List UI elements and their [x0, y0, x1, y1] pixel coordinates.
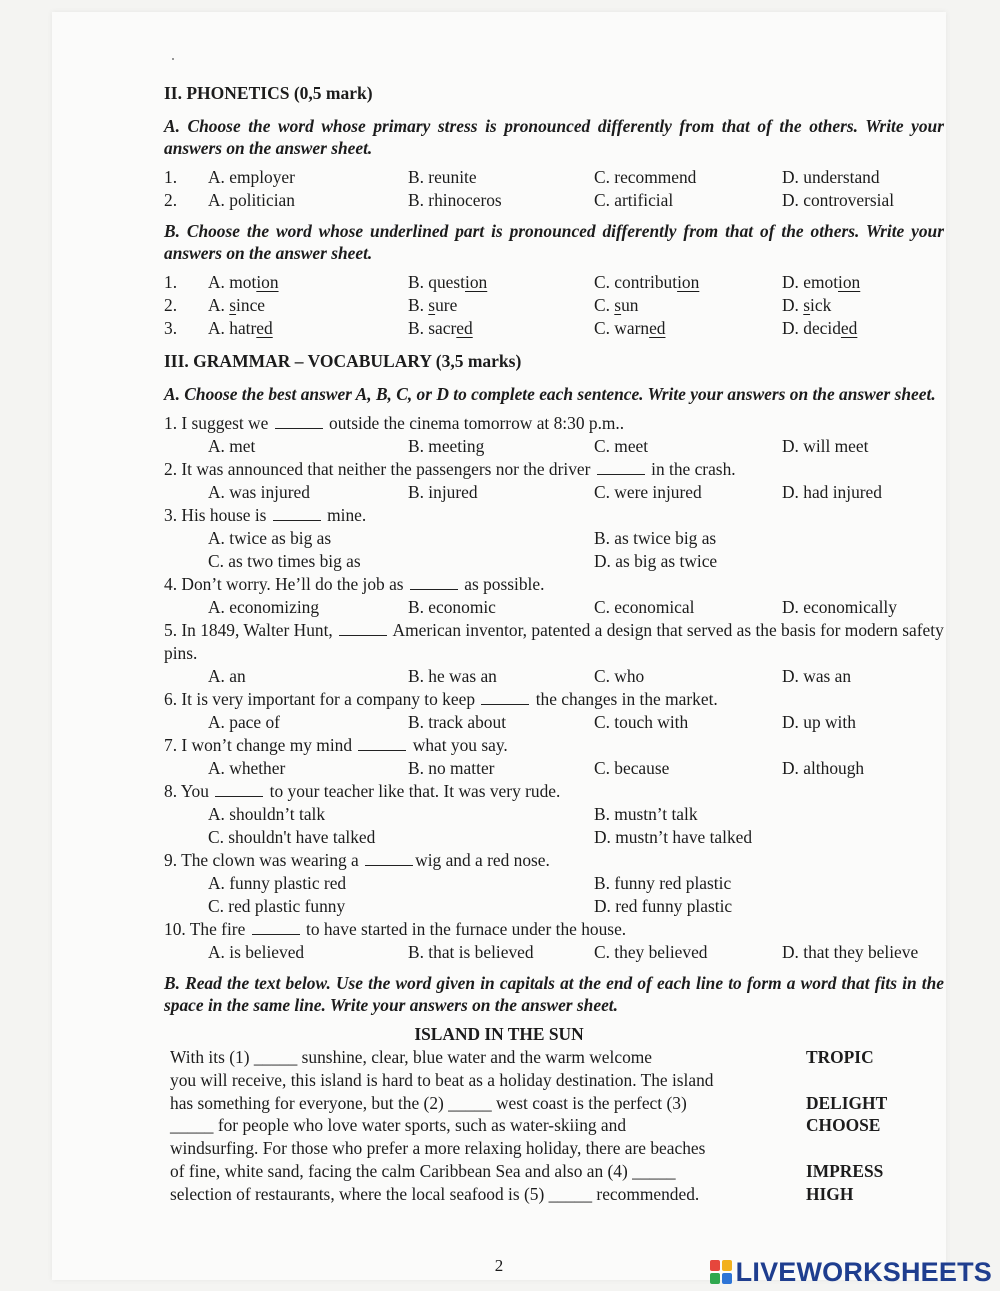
capital-words — [796, 1046, 944, 1206]
question-stem: 5. In 1849, Walter Hunt, American inventor, patented a design that served as the basis for modern safety pins. — [164, 620, 944, 663]
option-a: A. shouldn’t talk — [208, 804, 326, 824]
option-b: B. funny red plastic — [594, 873, 732, 893]
option-c: C. meet — [594, 436, 649, 456]
section-title-grammar: III. GRAMMAR – VOCABULARY (3,5 marks) — [164, 351, 522, 371]
question-stem: 6. It is very important for a company to keep the changes in the market. — [164, 689, 718, 709]
capital-word: DELIGHT — [806, 1092, 888, 1113]
stress-item — [164, 166, 944, 189]
question-options — [164, 665, 944, 688]
option-a: A. twice as big as — [208, 528, 332, 548]
option-a: A. is believed — [208, 942, 305, 962]
pronunciation-item — [164, 294, 944, 317]
option-a: A. an — [208, 666, 246, 686]
question-options — [164, 895, 944, 918]
underlined-part: s — [229, 295, 237, 315]
question-options — [164, 872, 944, 895]
option-d: D. had injured — [782, 482, 882, 502]
option-a: A. pace of — [208, 712, 280, 732]
passage-line: windsurfing. For those who prefer a more relaxing holiday, there are beaches — [170, 1138, 706, 1159]
item-number: 1. — [164, 167, 178, 187]
option-d: D. will meet — [782, 436, 869, 456]
passage-line: you will receive, this island is hard to beat as a holiday destination. The island — [170, 1069, 714, 1090]
option-d: D. red funny plastic — [594, 896, 733, 916]
item-number: 2. — [164, 295, 178, 315]
option-b: B. injured — [408, 482, 478, 502]
question-stem: 4. Don’t worry. He’ll do the job as as possible. — [164, 574, 545, 594]
underlined-part: ion — [677, 272, 700, 292]
liveworksheets-logo[interactable] — [710, 1258, 992, 1286]
option-a: A. funny plastic red — [208, 873, 347, 893]
option-b: B. that is believed — [408, 942, 534, 962]
question-options — [164, 803, 944, 826]
passage-text — [164, 1046, 796, 1206]
option-b: B. as twice big as — [594, 528, 717, 548]
option-c: C. recommend — [594, 167, 697, 187]
capital-word — [806, 1137, 944, 1160]
option-c: C. because — [594, 758, 670, 778]
question-options — [164, 435, 944, 458]
option-d: D. mustn’t have talked — [594, 827, 753, 847]
answer-blank[interactable] — [215, 782, 263, 797]
question-stem: 9. The clown was wearing a wig and a red nose. — [164, 850, 550, 870]
option-a: A. since — [208, 295, 266, 315]
answer-blank[interactable] — [597, 460, 645, 475]
option-c: C. as two times big as — [208, 551, 361, 571]
capital-word: CHOOSE — [806, 1115, 881, 1136]
underlined-part: ion — [838, 272, 861, 292]
item-number: 1. — [164, 272, 178, 292]
option-b: B. economic — [408, 597, 496, 617]
question-stem: 8. You to your teacher like that. It was very rude. — [164, 781, 561, 801]
brand-name: LIVEWORKSHEETS — [735, 1256, 992, 1287]
underlined-part: s — [614, 295, 622, 315]
page-number: 2 — [494, 1256, 504, 1275]
option-b: B. reunite — [408, 167, 477, 187]
stress-item — [164, 189, 944, 212]
option-a: A. met — [208, 436, 256, 456]
question-options — [164, 550, 944, 573]
instruction-grammar-a: A. Choose the best answer A, B, C, or D to complete each sentence. Write your answers on the answer sheet. — [164, 384, 936, 404]
answer-blank[interactable] — [275, 414, 323, 429]
answer-blank[interactable] — [365, 851, 413, 866]
question-options — [164, 481, 944, 504]
instruction-grammar-b: B. Read the text below. Use the word given in capitals at the end of each line to form a word that fits in the space in the same line. Write your answers on the answer sheet. — [164, 973, 944, 1015]
question-stem: 1. I suggest we outside the cinema tomorrow at 8:30 p.m.. — [164, 413, 625, 433]
option-a: A. economizing — [208, 597, 320, 617]
worksheet-page — [52, 12, 946, 1280]
section-title-phonetics: II. PHONETICS (0,5 mark) — [164, 83, 373, 103]
question-options — [164, 757, 944, 780]
option-c: C. contribution — [594, 272, 700, 292]
option-d: D. up with — [782, 712, 856, 732]
passage-line: With its (1) _____ sunshine, clear, blue water and the warm welcome — [170, 1047, 653, 1067]
worksheet-content — [164, 82, 944, 1206]
scan-speck — [172, 58, 174, 60]
option-c: C. artificial — [594, 190, 674, 210]
item-number: 3. — [164, 318, 178, 338]
option-c: C. touch with — [594, 712, 689, 732]
option-c: C. red plastic funny — [208, 896, 346, 916]
underlined-part: ed — [256, 318, 273, 338]
option-d: D. decided — [782, 318, 858, 338]
option-d: D. was an — [782, 666, 852, 686]
capital-word: HIGH — [806, 1183, 854, 1204]
option-a: A. hatred — [208, 318, 273, 338]
option-b: B. mustn’t talk — [594, 804, 698, 824]
capital-word: IMPRESS — [806, 1160, 884, 1181]
option-b: B. track about — [408, 712, 507, 732]
option-c: C. shouldn't have talked — [208, 827, 376, 847]
underlined-part: s — [803, 295, 811, 315]
option-d: D. that they believe — [782, 942, 919, 962]
answer-blank[interactable] — [252, 920, 300, 935]
option-c: C. were injured — [594, 482, 702, 502]
option-c: C. they believed — [594, 942, 708, 962]
option-b: B. meeting — [408, 436, 485, 456]
passage-line: selection of restaurants, where the local seafood is (5) _____ recommended. — [170, 1183, 700, 1204]
question-options — [164, 596, 944, 619]
pronunciation-item — [164, 317, 944, 340]
option-b: B. sure — [408, 295, 458, 315]
option-c: C. sun — [594, 295, 639, 315]
option-d: D. economically — [782, 597, 897, 617]
option-b: B. sacred — [408, 318, 473, 338]
option-d: D. sick — [782, 295, 832, 315]
question-stem: 7. I won’t change my mind what you say. — [164, 735, 508, 755]
option-a: A. employer — [208, 167, 295, 187]
capital-word — [806, 1069, 944, 1092]
pronunciation-item — [164, 271, 944, 294]
option-c: C. warned — [594, 318, 666, 338]
option-d: D. understand — [782, 167, 880, 187]
option-c: C. who — [594, 666, 645, 686]
option-b: B. question — [408, 272, 488, 292]
question-options — [164, 941, 944, 964]
option-a: A. was injured — [208, 482, 310, 502]
option-d: D. as big as twice — [594, 551, 718, 571]
underlined-part: ion — [465, 272, 488, 292]
option-c: C. economical — [594, 597, 695, 617]
option-d: D. although — [782, 758, 865, 778]
passage-line: has something for everyone, but the (2) _____ west coast is the perfect (3) — [170, 1092, 687, 1113]
answer-blank[interactable] — [481, 690, 529, 705]
underlined-part: ed — [649, 318, 666, 338]
question-stem: 3. His house is mine. — [164, 505, 367, 525]
option-b: B. no matter — [408, 758, 495, 778]
word-formation-passage — [164, 1046, 944, 1206]
question-options — [164, 826, 944, 849]
instruction-phonetics-a: A. Choose the word whose primary stress is pronounced differently from that of the others. Write your answers on the answer sheet. — [164, 116, 944, 158]
item-number: 2. — [164, 190, 178, 210]
passage-title: ISLAND IN THE SUN — [414, 1024, 584, 1044]
question-options — [164, 527, 944, 550]
instruction-phonetics-b: B. Choose the word whose underlined part is pronounced differently from that of the others. Write your answers on the answer sheet. — [164, 221, 944, 263]
question-stem: 2. It was announced that neither the passengers nor the driver in the crash. — [164, 459, 736, 479]
passage-line: of fine, white sand, facing the calm Caribbean Sea and also an (4) _____ — [170, 1160, 676, 1181]
answer-blank[interactable] — [410, 575, 458, 590]
option-a: A. politician — [208, 190, 295, 210]
underlined-part: ed — [840, 318, 858, 338]
option-b: B. rhinoceros — [408, 190, 502, 210]
option-b: B. he was an — [408, 666, 497, 686]
liveworksheets-logo-icon — [710, 1260, 732, 1284]
option-a: A. whether — [208, 758, 286, 778]
answer-blank[interactable] — [273, 506, 321, 521]
underlined-part: s — [428, 295, 436, 315]
question-stem: 10. The fire to have started in the furnace under the house. — [164, 919, 627, 939]
underlined-part: ion — [256, 272, 279, 292]
option-a: A. motion — [208, 272, 279, 292]
capital-word: TROPIC — [806, 1047, 874, 1067]
option-d: D. emotion — [782, 272, 861, 292]
answer-blank[interactable] — [339, 621, 387, 636]
answer-blank[interactable] — [358, 736, 406, 751]
passage-line: _____ for people who love water sports, such as water-skiing and — [170, 1115, 627, 1136]
question-options — [164, 711, 944, 734]
option-d: D. controversial — [782, 190, 895, 210]
underlined-part: ed — [456, 318, 473, 338]
